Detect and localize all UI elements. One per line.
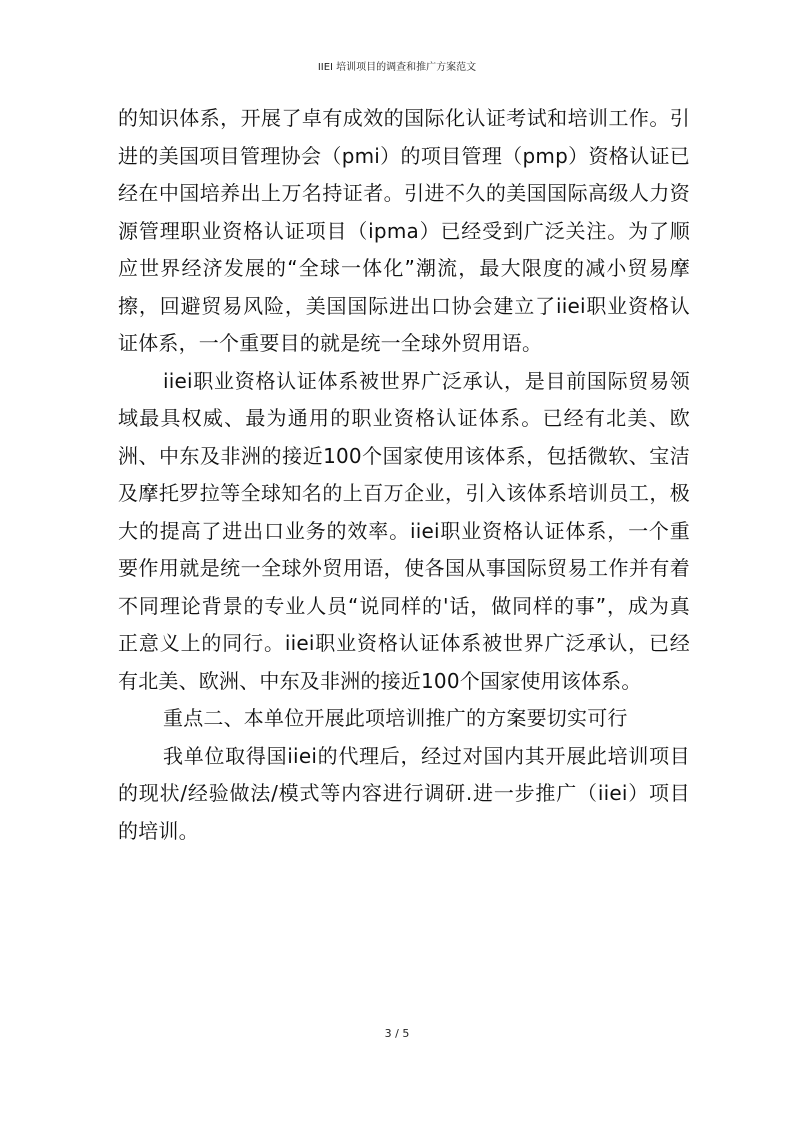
paragraph-agency: 我单位取得国iiei的代理后，经过对国内其开展此培训项目的现状/经验做法/模式等内容进行调研.进一步推广（iiei）项目的培训。 [118, 743, 690, 843]
section-heading: 重点二、本单位开展此项培训推广的方案要切实可行 [163, 706, 628, 730]
page-number: 3 / 5 [384, 1027, 410, 1040]
document-body [118, 100, 690, 850]
page-header: IIEI 培训项目的调查和推广方案范文 [317, 62, 477, 73]
paragraph-continuation: 的知识体系，开展了卓有成效的国际化认证考试和培训工作。引进的美国项目管理协会（pmi）的项目管理（pmp）资格认证已经在中国培养出上万名持证者。引进不久的美国国际高级人力资源管理职业资格认证项目（ipma）已经受到广泛关注。为了顺应世界经济发展的“全球一体化”潮流，最大限度的减小贸易摩擦，回避贸易风险，美国国际进出口协会建立了iiei职业资格认证体系，一个重要目的就是统一全球外贸用语。 [118, 106, 690, 355]
paragraph-iiei-recognition: iiei职业资格认证体系被世界广泛承认，是目前国际贸易领域最具权威、最为通用的职业资格认证体系。已经有北美、欧洲、中东及非洲的接近100个国家使用该体系，包括微软、宝洁及摩托罗拉等全球知名的上百万企业，引入该体系培训员工，极大的提高了进出口业务的效率。iiei职业资格认证体系，一个重要作用就是统一全球外贸用语，使各国从事国际贸易工作并有着不同理论背景的专业人员“说同样的'话，做同样的事”，成为真正意义上的同行。iiei职业资格认证体系被世界广泛承认，已经有北美、欧洲、中东及非洲的接近100个国家使用该体系。 [118, 368, 690, 693]
